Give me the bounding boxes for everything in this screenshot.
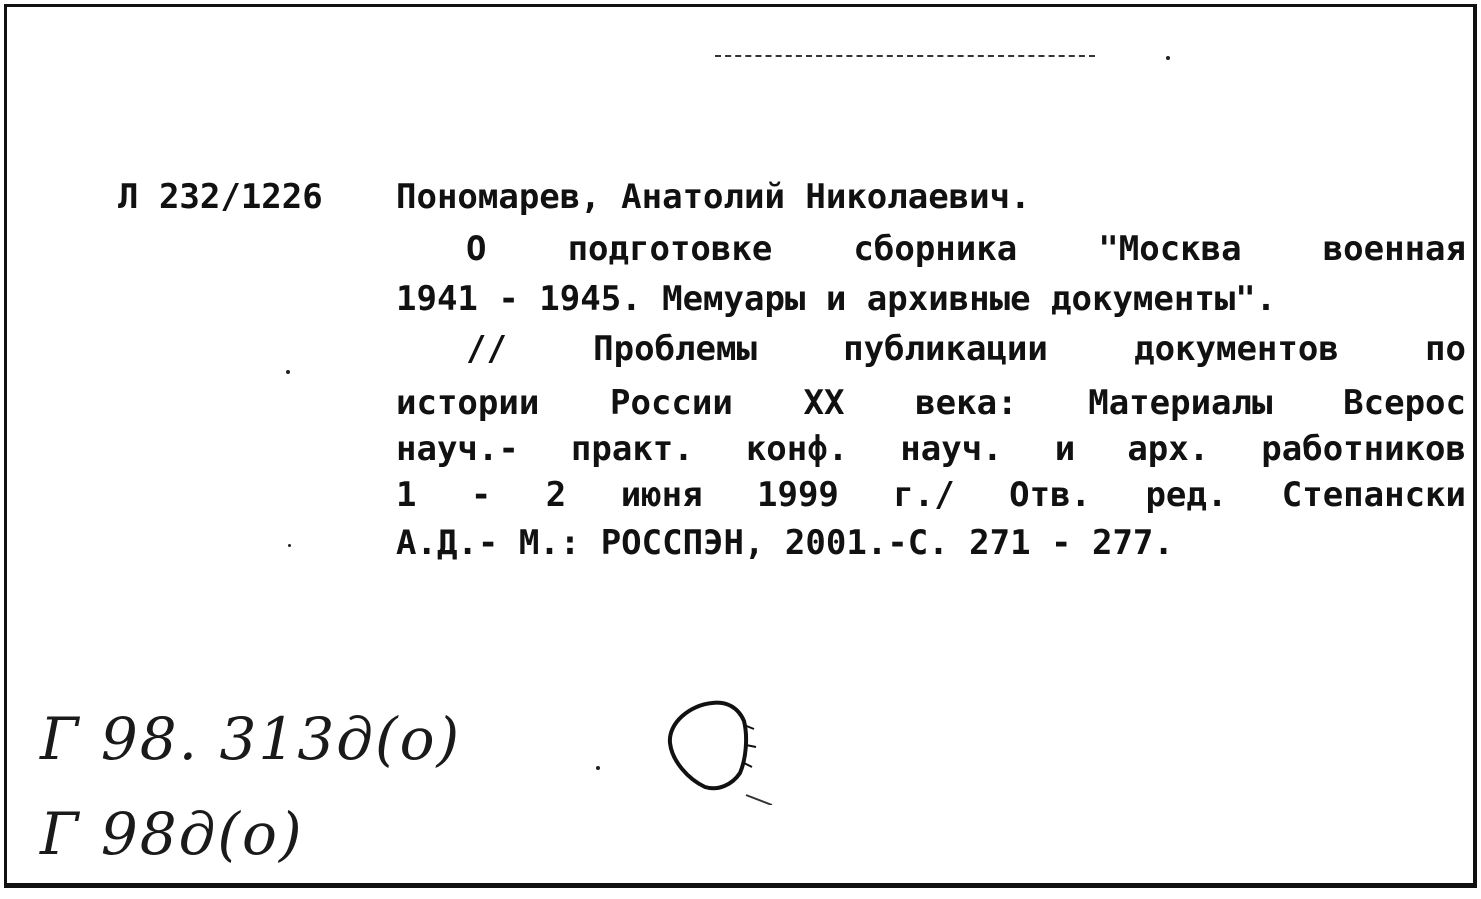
source-line-3: науч.- практ. конф. науч. и арх. работников <box>396 429 1466 469</box>
source-line-4: 1 - 2 июня 1999 г./ Отв. ред. Степански <box>396 475 1466 515</box>
stamp-circle-mark <box>660 695 790 805</box>
call-number: Л 232/1226 <box>118 177 323 217</box>
speck <box>286 370 290 374</box>
speck <box>288 544 291 547</box>
source-line-1: // Проблемы публикации документов по <box>466 329 1466 369</box>
speck <box>596 766 600 770</box>
title-line-2: 1941 - 1945. Мемуары и архивные документы". <box>396 279 1277 319</box>
speck <box>1166 56 1170 60</box>
top-dashed-rule <box>715 55 1095 57</box>
title-line-1: О подготовке сборника "Москва военная <box>466 229 1466 269</box>
handwritten-shelf-mark-2: Г 98д(о) <box>40 800 304 868</box>
handwritten-shelf-mark-1: Г 98. 313д(о) <box>40 705 462 773</box>
imprint-line: А.Д.- М.: РОССПЭН, 2001.-С. 271 - 277. <box>396 523 1174 563</box>
author-heading: Пономарев, Анатолий Николаевич. <box>396 177 1031 217</box>
source-line-2: истории России XX века: Материалы Всерос <box>396 383 1466 423</box>
